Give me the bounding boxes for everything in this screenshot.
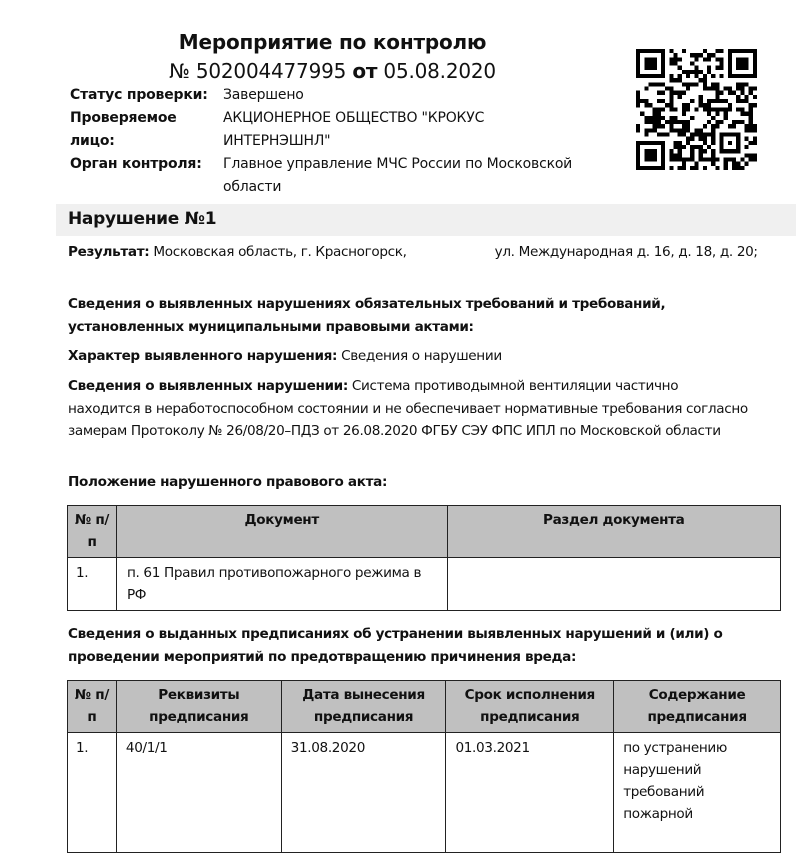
- meta-row-status: [70, 84, 610, 107]
- legal-act-heading: Положение нарушенного правового акта:: [68, 474, 388, 490]
- row-deadline: 01.03.2021: [446, 733, 614, 853]
- date-prefix: от: [352, 59, 378, 83]
- nature-label: Характер выявленного нарушения:: [68, 348, 338, 364]
- result-paragraph: [68, 241, 778, 264]
- row-num: 1.: [68, 558, 117, 611]
- row-num: 1.: [68, 733, 117, 853]
- inspected-entity-value: АКЦИОНЕРНОЕ ОБЩЕСТВО "КРОКУС ИНТЕРНЭШНЛ": [223, 110, 485, 149]
- document-title: [60, 28, 605, 86]
- qr-code-icon: [636, 49, 757, 170]
- row-content: по устранению нарушений требований пожарной: [614, 733, 781, 853]
- inspection-meta: [70, 84, 610, 199]
- number-prefix: №: [169, 59, 190, 83]
- violation-header: [56, 204, 796, 236]
- header-num: № п/п: [68, 506, 117, 558]
- row-document: п. 61 Правил противопожарного режима в РФ: [116, 558, 447, 611]
- header-content: Содержание предписания: [614, 681, 781, 733]
- result-address-part1: Московская область, г. Красногорск,: [153, 244, 407, 260]
- meta-row-inspected-entity: [70, 107, 610, 153]
- details-label: Сведения о выявленных нарушении:: [68, 378, 348, 394]
- violation-title: Нарушение №1: [68, 209, 217, 229]
- result-address-part2: ул. Международная д. 16, д. 18,: [494, 244, 716, 260]
- inspection-number: 502004477995: [195, 59, 347, 83]
- nature-paragraph: [68, 345, 778, 368]
- title-heading: Мероприятие по контролю: [178, 30, 487, 54]
- meta-row-authority: [70, 153, 610, 199]
- authority-label: Орган контроля:: [70, 156, 202, 172]
- result-label: Результат:: [68, 244, 150, 260]
- orders-table-header: [68, 681, 781, 733]
- header-order-details: Реквизиты предписания: [116, 681, 281, 733]
- authority-value: Главное управление МЧС России по Московской области: [223, 156, 573, 195]
- header-num: № п/п: [68, 681, 117, 733]
- requirements-heading: Сведения о выявленных нарушениях обязательных требований и требований, установленных муниципальными правовыми актами:: [68, 296, 666, 335]
- header-deadline: Срок исполнения предписания: [446, 681, 614, 733]
- legal-act-table-header: [68, 506, 781, 558]
- result-address-part3: д. 20;: [719, 244, 758, 260]
- inspection-date: 05.08.2020: [383, 59, 496, 83]
- status-value: Завершено: [223, 87, 304, 103]
- details-paragraph: [68, 375, 748, 443]
- nature-value: Сведения о нарушении: [341, 348, 502, 364]
- legal-act-table: [67, 505, 781, 611]
- header-document: Документ: [116, 506, 447, 558]
- row-issue-date: 31.08.2020: [281, 733, 446, 853]
- header-issue-date: Дата вынесения предписания: [281, 681, 446, 733]
- title-number-line: [60, 56, 605, 86]
- status-label: Статус проверки:: [70, 87, 208, 103]
- orders-table: [67, 680, 781, 853]
- inspected-entity-label: Проверяемое лицо:: [70, 110, 177, 149]
- row-order-details: 40/1/1: [116, 733, 281, 853]
- row-section: [447, 558, 780, 611]
- table-row: [68, 558, 781, 611]
- details-value: Система противодымной вентиляции частично находится в неработоспособном состоянии и не обеспечивает нормативные требования согласно замерам Протоколу № 26/08/20–ПДЗ от 26.08.2020 ФГБУ СЭУ ФПС ИПЛ по Московской области: [68, 378, 748, 439]
- table-row: [68, 733, 781, 853]
- header-section: Раздел документа: [447, 506, 780, 558]
- orders-heading: Сведения о выданных предписаниях об устранении выявленных нарушений и (или) о проведении мероприятий по предотвращению причинения вреда:: [68, 626, 723, 665]
